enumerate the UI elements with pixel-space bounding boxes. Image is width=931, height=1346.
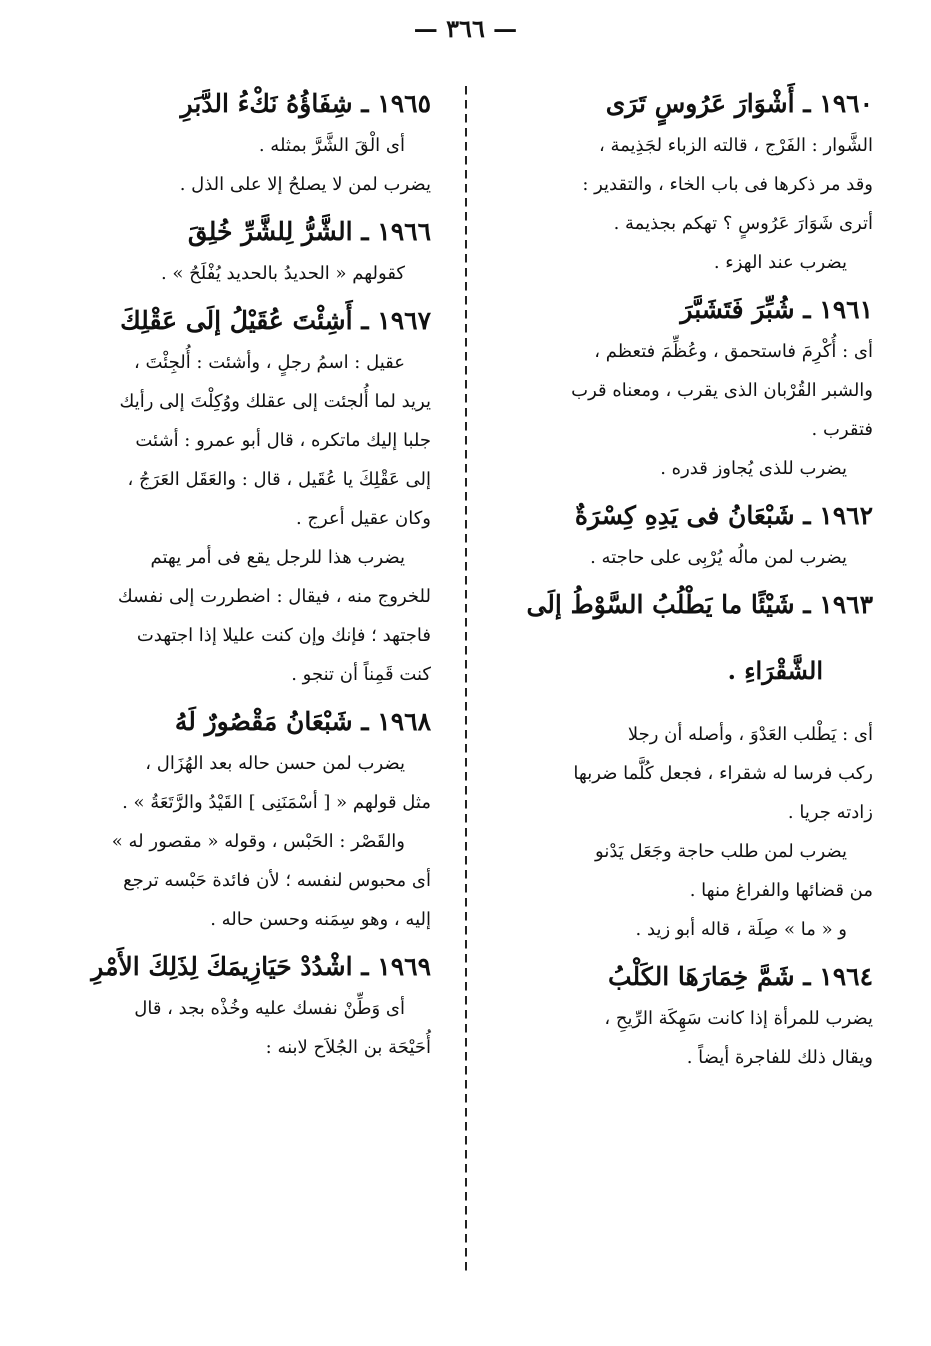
page-number: — ٣٦٦ — <box>413 14 518 43</box>
commentary-line: فاجتهد ؛ فإنك وإن كنت عليلا إذا اجتهدت <box>136 625 431 646</box>
proverb-entry-1964 <box>491 955 873 1077</box>
proverb-heading: ١٩٦٧ ـ أَشِئْتَ عُقَيْلُ إلَى عَقْلِكَ <box>120 306 431 335</box>
commentary-line: فتقرب . <box>811 419 873 440</box>
proverb-entry-1966 <box>49 210 431 293</box>
proverb-entry-1965 <box>49 82 431 204</box>
proverb-entry-1960 <box>491 82 873 282</box>
commentary-line: كقولهم « الحديدُ بالحديد يُفْلَحُ » . <box>160 263 405 284</box>
proverb-heading: ١٩٦٣ ـ شَيْئًا ما يَطْلُبُ السَّوْطُ إلَى <box>526 590 873 619</box>
proverb-heading: ١٩٦٩ ـ اشْدُدْ حَيَازِيمَكَ لِذَلِكَ الأَمْرِ <box>91 952 431 981</box>
commentary-line: أى الْقَ الشَّرَّ بمثله . <box>258 135 405 156</box>
proverb-entry-1968 <box>49 700 431 939</box>
commentary-line: وكان عقيل أعرج . <box>295 508 431 529</box>
commentary-line: عقيل : اسمُ رجلٍ ، وأشئت : أُلجِئْتَ ، <box>133 352 405 373</box>
commentary-line: ويقال ذلك للفاجرة أيضاً . <box>686 1047 873 1068</box>
commentary-line: والقَصْر : الحَبْس ، وقوله « مقصور له » <box>111 831 405 852</box>
commentary-line: يضرب لمن لا يصلحُ إلا على الذل . <box>179 174 431 195</box>
left-column <box>49 82 431 1073</box>
proverb-heading: ١٩٦٤ ـ شَمَّ خِمَارَهَا الكَلْبُ <box>607 962 873 991</box>
commentary-line: مثل قولهم « [ أسْمَنَنِى ] القَيْدُ والرَّتَعَةُ » . <box>122 792 431 813</box>
commentary-line: و « ما » صِلَة ، قاله أبو زيد . <box>635 919 847 940</box>
commentary-line: يضرب لمن مالُه يُرْبِى على حاجته . <box>590 547 847 568</box>
proverb-entry-1961 <box>491 288 873 488</box>
commentary-line: يضرب هذا للرجل يقع فى أمر يهتم <box>150 547 405 568</box>
commentary-line: أترى شَوَارَ عَرُوسٍ ؟ تهكم بجذيمة . <box>613 213 873 234</box>
commentary-line: زادته جريا . <box>787 802 873 823</box>
commentary-line: يضرب للذى يُجاوز قدره . <box>660 458 847 479</box>
right-column <box>491 82 873 1083</box>
commentary-line: وقد مر ذكرها فى باب الخاء ، والتقدير : <box>582 174 873 195</box>
commentary-line: كنت قَمِناً أن تنجو . <box>291 664 431 685</box>
commentary-line: أى : أُكْرِمَ فاستحمق ، وعُظِّمَ فتعظم ، <box>594 341 873 362</box>
commentary-line: للخروج منه ، فيقال : اضطررت إلى نفسك <box>117 586 431 607</box>
commentary-line: يضرب لمن حسن حاله بعد الهُزَال ، <box>145 753 405 774</box>
proverb-heading: ١٩٦٥ ـ شِفَاؤُهُ نَكْءُ الدَّبَرِ <box>180 89 431 118</box>
proverb-entry-1967 <box>49 299 431 694</box>
proverb-heading: ١٩٦٢ ـ شَبْعَانُ فى يَدِهِ كِسْرَةٌ <box>574 501 873 530</box>
commentary-line: ركب فرسا له شقراء ، فجعل كُلَّما ضربها <box>573 763 873 784</box>
proverb-heading: ١٩٦٦ ـ الشَّرُّ لِلشَّرِّ خُلِقَ <box>187 217 431 246</box>
commentary-line: إليه ، وهو سِمَنه وحسن حاله . <box>210 909 431 930</box>
proverb-entry-1969 <box>49 945 431 1067</box>
commentary-line: أُحَيْحَة بن الجُلاَح لابنه : <box>265 1037 431 1058</box>
commentary-line: أى وَطِّنْ نفسك عليه وخُذْه بجد ، قال <box>134 998 405 1019</box>
proverb-entry-1963 <box>491 583 873 949</box>
proverb-heading: ١٩٦٨ ـ شَبْعَانُ مَقْصُورٌ لَهُ <box>174 707 431 736</box>
commentary-line: يضرب لمن طلب حاجة وجَعَل يَدْنو <box>595 841 847 862</box>
commentary-line: والشبر القُرْبان الذى يقرب ، ومعناه قرب <box>571 380 873 401</box>
proverb-heading-continuation: الشَّقْرَاءِ . <box>727 656 823 685</box>
commentary-line: يضرب للمرأة إذا كانت سَهِكَة الرِّيحِ ، <box>604 1008 873 1029</box>
commentary-line: يريد لما أُلجئت إلى عقلك ووُكِلْتَ إلى رأيك <box>119 391 431 412</box>
commentary-line: أى محبوس لنفسه ؛ لأن فائدة حَبْسه ترجع <box>123 870 431 891</box>
commentary-line: يضرب عند الهزء . <box>713 252 847 273</box>
commentary-line: من قضائها والفراغ منها . <box>689 880 873 901</box>
commentary-line: الشَّوار : الفَرْج ، قالته الزباء لجَذِيمة ، <box>598 135 873 156</box>
proverb-heading: ١٩٦١ ـ شُبِّرَ فَتَشَبَّرَ <box>680 295 873 324</box>
proverb-entry-1962 <box>491 494 873 577</box>
commentary-line: إلى عَقْلِكَ يا عُقَيل ، قال : والعَقَل العَرَجُ ، <box>127 469 431 490</box>
column-divider <box>465 86 467 1276</box>
proverb-heading: ١٩٦٠ ـ أَشْوَارَ عَرُوسٍ تَرَى <box>605 89 873 118</box>
commentary-line: جلبا إليك ماتكره ، قال أبو عمرو : أشئت <box>135 430 431 451</box>
commentary-line: أى : يَطْلب العَدْوَ ، وأصله أن رجلا <box>627 724 873 745</box>
